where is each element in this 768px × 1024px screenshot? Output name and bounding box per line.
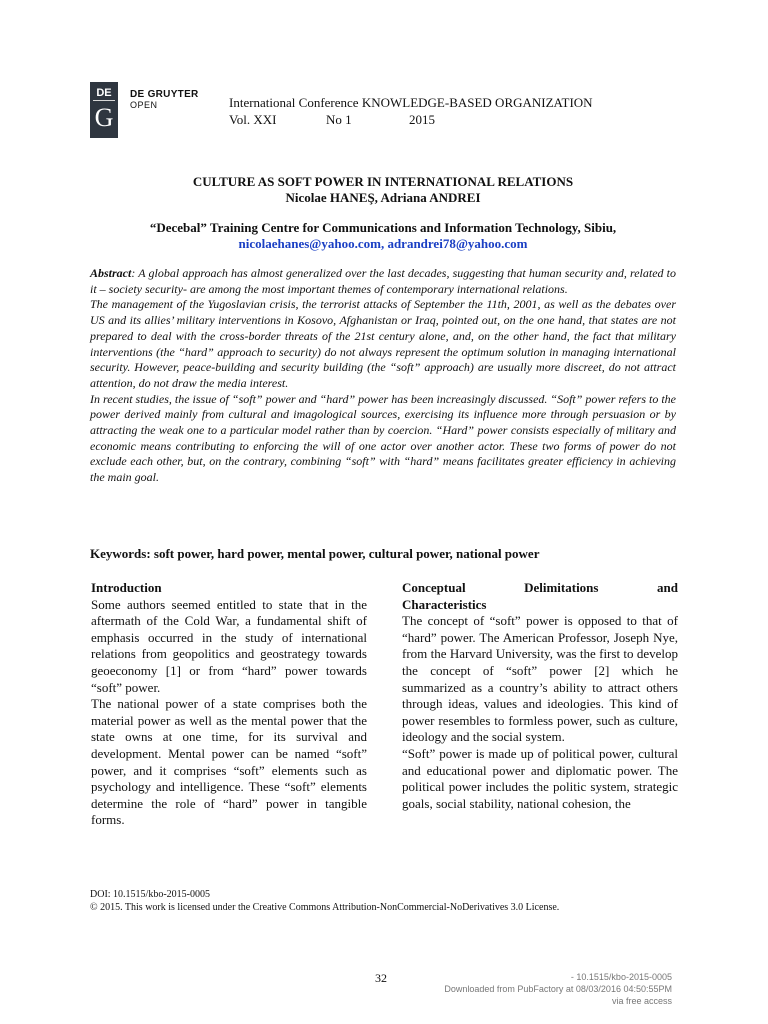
- download-timestamp: Downloaded from PubFactory at 08/03/2016 04:50:55PM: [444, 984, 672, 994]
- conceptual-column: [402, 580, 678, 812]
- download-info: [444, 971, 672, 1007]
- conceptual-paragraph-2: “Soft” power is made up of political power, cultural and educational power and diplomatic power. The political power includes the politic system, strategic goals, social stability, national cohesion, the: [402, 745, 678, 811]
- doi: DOI: 10.1515/kbo-2015-0005: [90, 889, 210, 900]
- conceptual-heading-line-2: Characteristics: [402, 596, 487, 612]
- conceptual-heading-word-3: and: [657, 580, 678, 595]
- abstract: [90, 266, 676, 486]
- conceptual-heading-word-1: Conceptual: [402, 580, 466, 595]
- issue-number: No 1: [326, 112, 352, 127]
- paper-title: CULTURE AS SOFT POWER IN INTERNATIONAL RELATIONS: [192, 174, 574, 189]
- abstract-paragraph-2: The management of the Yugoslavian crisis, the terrorist attacks of September the 11th, 2001, as well as the debates over US and its allies’ military interventions in Kosovo, Afghanistan or Iraq, pointed out, on the one hand, that states are not prepared to deal with the cross-border threats of the 21st century alone, and, on the other hand, the fact that military interventions (the “hard” approach to security) do not always represent the optimum solution in managing international security. However, peace-building and security building (the “soft” approach) are usually more discreet, do not attract attention, do not draw the media interest.: [90, 297, 676, 390]
- abstract-label: Abstract: [90, 266, 132, 280]
- introduction-heading: Introduction: [91, 580, 162, 595]
- logo-top-text: DE: [93, 82, 115, 101]
- affiliation: “Decebal” Training Centre for Communications and Information Technology, Sibiu,: [149, 220, 617, 235]
- conference-title: International Conference KNOWLEDGE-BASED ORGANIZATION: [229, 95, 593, 110]
- publisher-name-line2: OPEN: [130, 100, 158, 110]
- conceptual-paragraph-1: The concept of “soft” power is opposed to that of “hard” power. The American Professor, Joseph Nye, from the Harvard University, was the first to develop the concept of “soft” power [2] which he summarized as a country’s ability to attract others through ideas, values and ideologies. This kind of power resembles to formless power, such as culture, ideology and the social system.: [402, 613, 678, 745]
- abstract-text-1: : A global approach has almost generalized over the last decades, suggesting that human security and, related to it – society security- are among the most important themes of contemporary international relations.: [90, 266, 676, 296]
- abstract-paragraph-1: [90, 266, 676, 297]
- download-doi: - 10.1515/kbo-2015-0005: [570, 972, 672, 982]
- year: 2015: [409, 112, 435, 127]
- conceptual-heading: [402, 580, 678, 597]
- introduction-paragraph-2: The national power of a state comprises both the material power as well as the mental power that the state owns at one time, for its survival and development. Mental power can be named “soft” power, and it comprises “soft” elements such as psychology and intelligence. These “soft” elements determine the role of “hard” power in tangible forms.: [91, 696, 367, 828]
- paper-authors: Nicolae HANEŞ, Adriana ANDREI: [285, 190, 481, 205]
- author-emails[interactable]: nicolaehanes@yahoo.com, adrandrei78@yahoo.com: [238, 236, 528, 251]
- abstract-paragraph-3: In recent studies, the issue of “soft” power and “hard” power has been increasingly discussed. “Soft” power refers to the power derived mainly from cultural and imagological sources, exercising its influence more through persuasion or by attracting the weak one to a particular model rather than by coercion. “Hard” power consists especially of military and economic means contributing to enforcing the will of one actor over another actor. These two forms of power do not exclude each other, but, on the contrary, combining “soft” with “hard” means facilitates greater efficiency in achieving the main goal.: [90, 391, 676, 485]
- page-number: 32: [375, 971, 387, 985]
- license: © 2015. This work is licensed under the Creative Commons Attribution-NonCommercial-NoDerivatives 3.0 License.: [90, 902, 560, 913]
- conceptual-heading-word-2: Delimitations: [524, 580, 599, 595]
- download-access: via free access: [611, 996, 672, 1006]
- logo-bottom-text: G: [94, 103, 114, 132]
- de-gruyter-logo: [90, 82, 118, 138]
- keywords: Keywords: soft power, hard power, mental power, cultural power, national power: [90, 546, 540, 561]
- publisher-name-line1: DE GRUYTER: [130, 89, 199, 100]
- publisher-name: [130, 89, 199, 111]
- volume: Vol. XXI: [229, 112, 277, 127]
- introduction-paragraph-1: Some authors seemed entitled to state that in the aftermath of the Cold War, a fundamental shift of emphasis occurred in the study of international relations from geopolitics and geostrategy towards geoeconomy [1] or from “hard” power towards “soft” power.: [91, 596, 367, 695]
- introduction-column: [91, 580, 367, 829]
